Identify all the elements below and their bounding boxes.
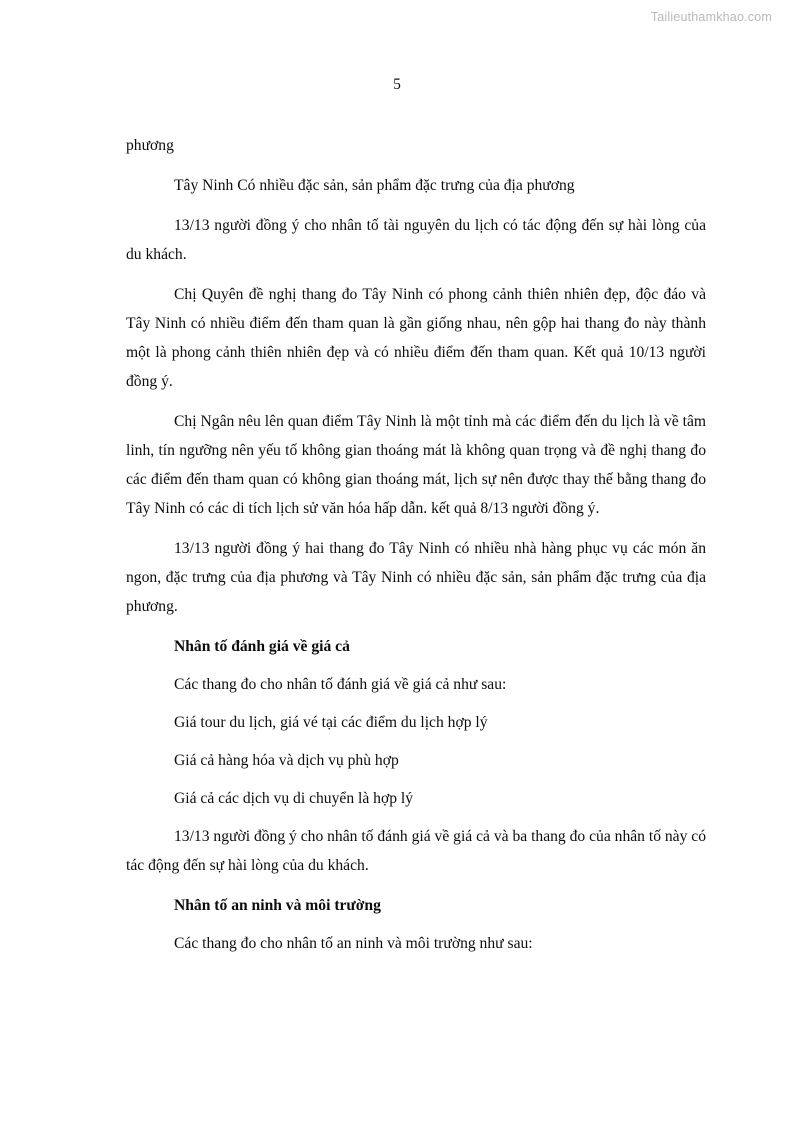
scale-item: Giá cả hàng hóa và dịch vụ phù hợp <box>174 752 399 769</box>
paragraph: 13/13 người đồng ý hai thang đo Tây Ninh có nhiều nhà hàng phục vụ các món ăn ngon, đặc trưng của địa phương và Tây Ninh có nhiều đặc sản, sản phẩm đặc trưng của địa phương. <box>126 540 706 615</box>
paragraph: Các thang đo cho nhân tố đánh giá về giá cả như sau: <box>174 676 507 693</box>
section-heading: Nhân tố an ninh và môi trường <box>174 897 381 914</box>
paragraph: 13/13 người đồng ý cho nhân tố đánh giá về giá cả và ba thang đo của nhân tố này có tác động đến sự hài lòng của du khách. <box>126 828 707 874</box>
paragraph: phương <box>126 137 174 154</box>
paragraph: Các thang đo cho nhân tố an ninh và môi trường như sau: <box>174 935 533 952</box>
paragraph: Chị Ngân nêu lên quan điểm Tây Ninh là một tỉnh mà các điểm đến du lịch là về tâm linh, tín ngưỡng nên yếu tố không gian thoáng mát là không quan trọng và đề nghị thang đo các điểm đến tham quan có không gian thoáng mát, lịch sự nên được thay thế bằng thang đo Tây Ninh có các di tích lịch sử văn hóa hấp dẫn. kết quả 8/13 người đồng ý. <box>126 413 706 517</box>
scale-item: Giá tour du lịch, giá vé tại các điểm du lịch hợp lý <box>174 714 488 731</box>
page-number: 5 <box>393 76 401 93</box>
paragraph: 13/13 người đồng ý cho nhân tố tài nguyên du lịch có tác động đến sự hài lòng của du khách. <box>126 217 706 263</box>
watermark-text: Tailieuthamkhao.com <box>650 10 772 24</box>
paragraph: Chị Quyên đề nghị thang đo Tây Ninh có phong cảnh thiên nhiên đẹp, độc đáo và Tây Ninh có nhiều điểm đến tham quan là gần giống nhau, nên gộp hai thang đo này thành một là phong cảnh thiên nhiên đẹp và có nhiều điểm đến tham quan. Kết quả 10/13 người đồng ý. <box>126 286 706 390</box>
scale-item: Giá cả các dịch vụ di chuyển là hợp lý <box>174 790 414 807</box>
paragraph: Tây Ninh Có nhiều đặc sản, sản phẩm đặc trưng của địa phương <box>174 177 575 194</box>
document-body <box>126 131 706 969</box>
section-heading: Nhân tố đánh giá về giá cả <box>174 638 350 655</box>
